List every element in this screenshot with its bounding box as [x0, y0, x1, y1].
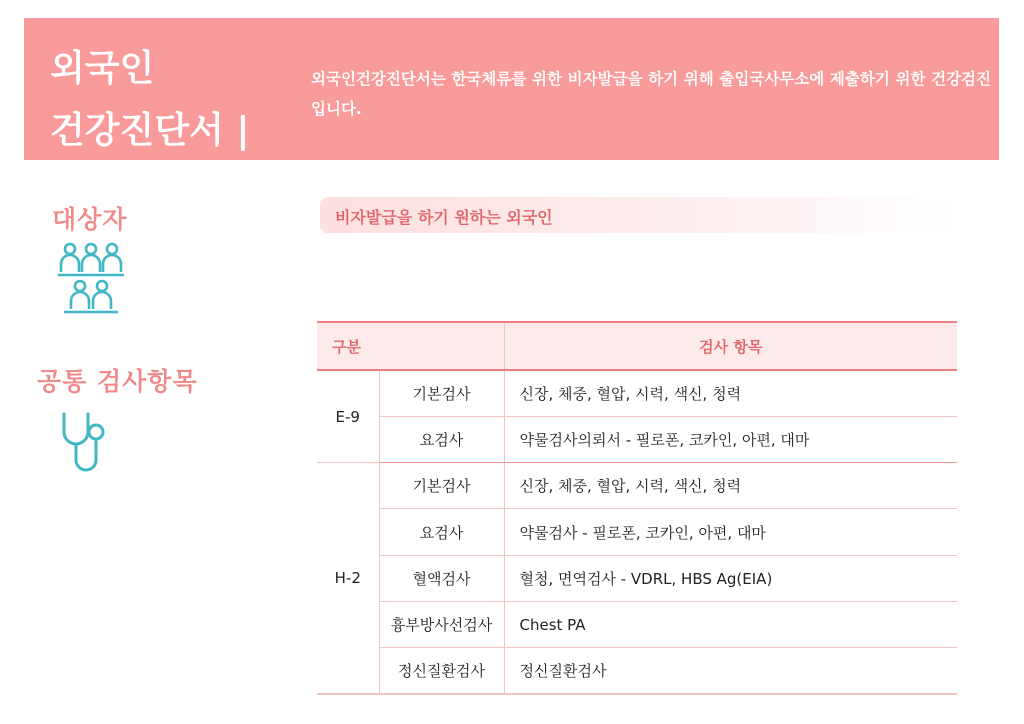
exam-items-table	[317, 321, 957, 695]
table-row	[317, 416, 957, 462]
row-category: 요검사	[379, 509, 504, 555]
table-row	[317, 648, 957, 694]
header-exam-items: 검사 항목	[504, 322, 957, 370]
table-row	[317, 601, 957, 647]
row-category: 기본검사	[379, 463, 504, 509]
table-row	[317, 370, 957, 416]
group-h2: H-2	[317, 463, 379, 694]
page-title-line1: 외국인	[50, 48, 155, 89]
target-heading: 대상자	[52, 205, 128, 234]
page-title	[50, 38, 290, 162]
row-category: 흉부방사선검사	[379, 601, 504, 647]
table-row	[317, 463, 957, 509]
row-items: 약물검사 - 필로폰, 코카인, 아편, 대마	[504, 509, 957, 555]
page-title-line2: 건강진단서 |	[50, 110, 250, 151]
row-items: 신장, 체중, 혈압, 시력, 색신, 청력	[504, 370, 957, 416]
people-group-icon	[58, 242, 124, 314]
row-category: 혈액검사	[379, 555, 504, 601]
row-items: 정신질환검사	[504, 648, 957, 694]
stethoscope-icon	[60, 410, 110, 476]
header-division: 구분	[317, 322, 379, 370]
common-tests-heading: 공통 검사항목	[37, 367, 198, 396]
table-row	[317, 509, 957, 555]
row-items: 약물검사의뢰서 - 필로폰, 코카인, 아편, 대마	[504, 416, 957, 462]
row-category: 정신질환검사	[379, 648, 504, 694]
row-items: 혈청, 면역검사 - VDRL, HBS Ag(EIA)	[504, 555, 957, 601]
header-category	[379, 322, 504, 370]
row-items: Chest PA	[504, 601, 957, 647]
group-e9: E-9	[317, 370, 379, 463]
page-description: 외국인건강진단서는 한국체류를 위한 비자발급을 하기 위해 출입국사무소에 제출하기 위한 건강검진입니다.	[311, 70, 991, 118]
row-items: 신장, 체중, 혈압, 시력, 색신, 청력	[504, 463, 957, 509]
header-banner	[24, 18, 999, 160]
target-description: 비자발급을 하기 원하는 외국인	[320, 197, 960, 233]
row-category: 기본검사	[379, 370, 504, 416]
table-row	[317, 555, 957, 601]
row-category: 요검사	[379, 416, 504, 462]
table-header-row	[317, 322, 957, 370]
